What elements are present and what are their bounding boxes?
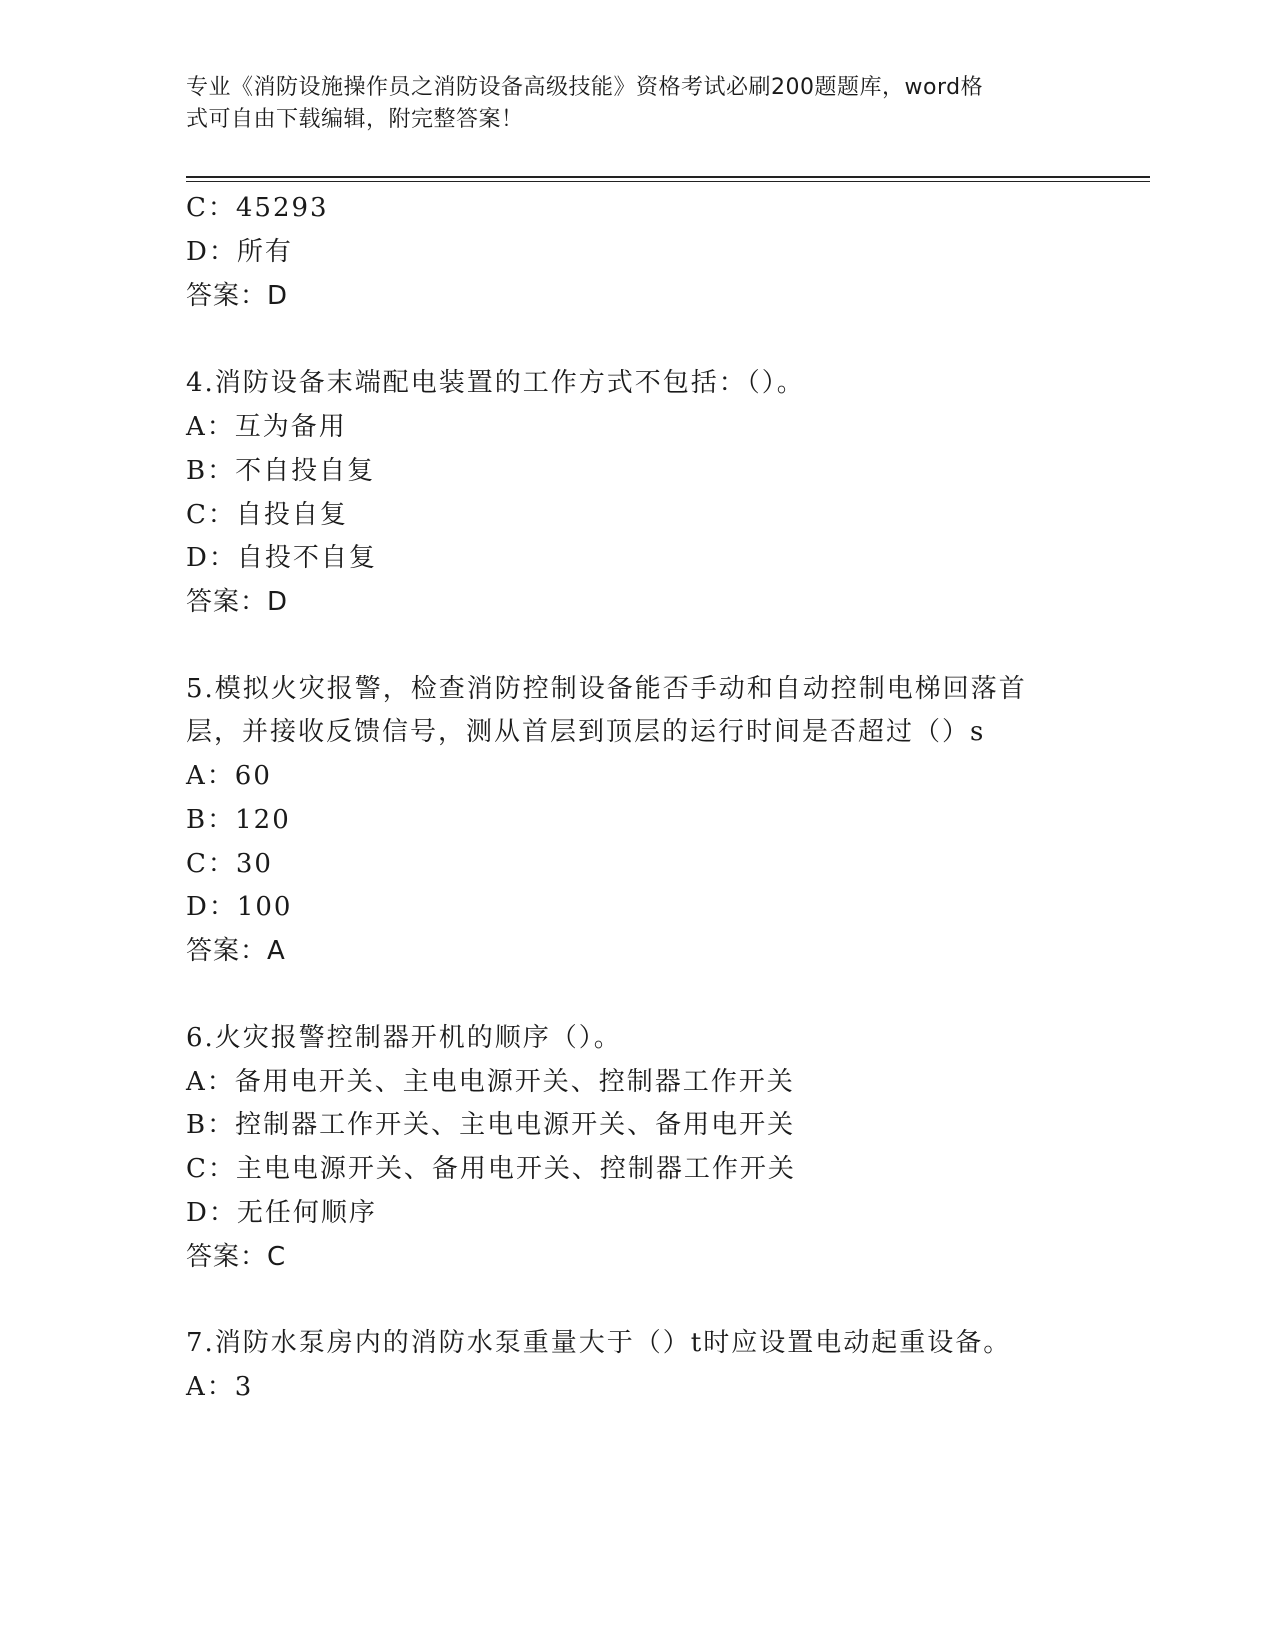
- q4-option-b: B：不自投自复: [186, 456, 376, 486]
- q5-option-b: B：120: [186, 805, 291, 835]
- header-rule-thin: [186, 181, 1150, 182]
- q5-question-line-1: 5.模拟火灾报警，检查消防控制设备能否手动和自动控制电梯回落首: [186, 674, 1027, 704]
- q3-option-c: C：45293: [186, 193, 329, 223]
- q4-option-c: C：自投自复: [186, 500, 348, 530]
- q4-option-a: A：互为备用: [186, 412, 347, 442]
- q7-question: 7.消防水泵房内的消防水泵重量大于（）t时应设置电动起重设备。: [186, 1328, 1012, 1358]
- q6-option-c: C：主电电源开关、备用电开关、控制器工作开关: [186, 1154, 796, 1184]
- q6-question: 6.火灾报警控制器开机的顺序（）。: [186, 1023, 622, 1053]
- q5-option-d: D：100: [186, 892, 293, 922]
- q6-answer: 答案：C: [186, 1242, 287, 1272]
- q5-question-line-2: 层，并接收反馈信号，测从首层到顶层的运行时间是否超过（）s: [186, 717, 986, 747]
- q4-option-d: D：自投不自复: [186, 543, 377, 573]
- document-header: [186, 72, 1066, 136]
- header-line-2: 式可自由下载编辑，附完整答案！: [186, 107, 524, 132]
- q7-option-a: A：3: [186, 1372, 254, 1402]
- q5-option-a: A：60: [186, 761, 272, 791]
- q4-question: 4.消防设备末端配电装置的工作方式不包括：（）。: [186, 368, 805, 398]
- q4-answer: 答案：D: [186, 587, 289, 617]
- q6-option-b: B：控制器工作开关、主电电源开关、备用电开关: [186, 1110, 796, 1140]
- q5-option-c: C：30: [186, 849, 273, 879]
- q6-option-a: A：备用电开关、主电电源开关、控制器工作开关: [186, 1067, 795, 1097]
- q6-option-d: D：无任何顺序: [186, 1198, 377, 1228]
- header-rule-thick: [186, 176, 1150, 178]
- q3-answer: 答案：D: [186, 281, 289, 311]
- q5-answer: 答案：A: [186, 936, 286, 966]
- header-line-1: 专业《消防设施操作员之消防设备高级技能》资格考试必刷200题题库，word格: [186, 75, 984, 100]
- q3-option-d: D：所有: [186, 237, 293, 267]
